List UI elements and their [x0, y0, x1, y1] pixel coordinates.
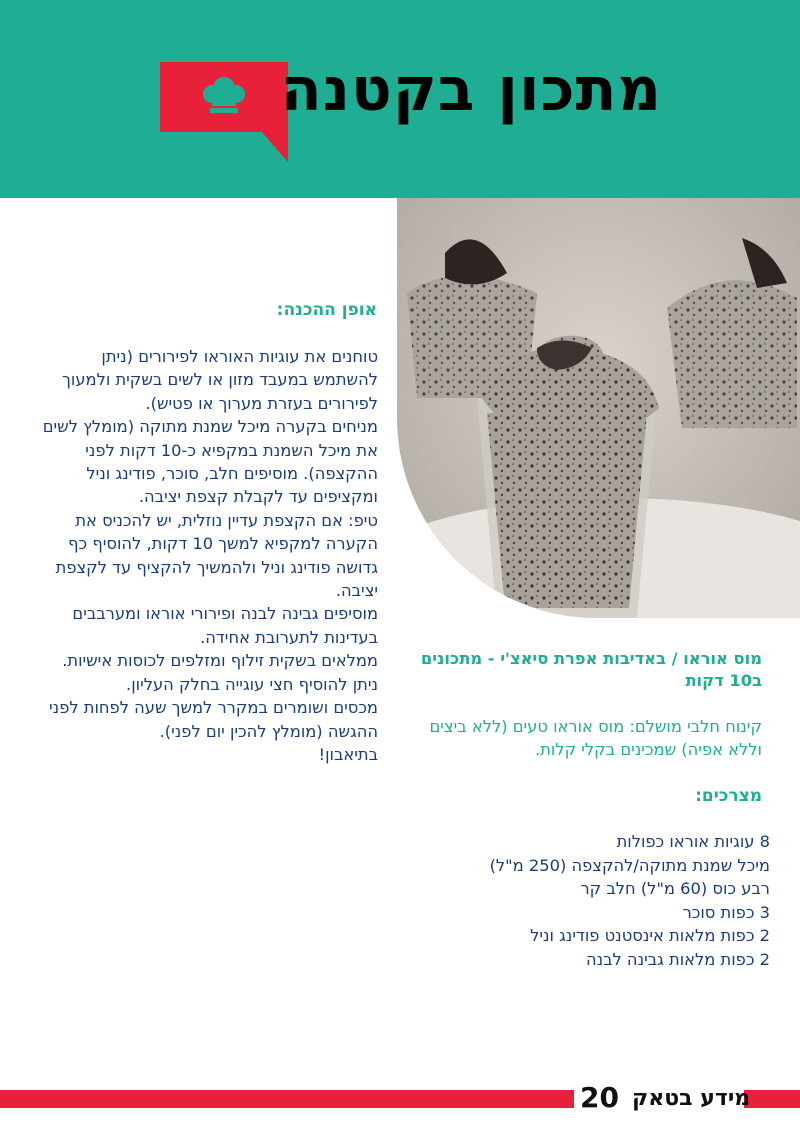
ingredient-item: 2 כפות מלאות אינסטנט פודינג וניל [530, 926, 770, 945]
preparation-closing: בתיאבון! [318, 744, 378, 764]
ingredients-list [390, 830, 770, 971]
ingredient-item: רבע כוס (60 מ"ל) חלב קר [580, 879, 770, 898]
ingredient-item: מיכל שמנת מתוקה/להקצפה (250 מ"ל) [489, 855, 770, 875]
page-number: 20 [574, 1082, 625, 1114]
recipe-description: קינוח חלבי מושלם: מוס אוראו טעים (ללא ביצים וללא אפיה) שמכינים בקלי קלות. [429, 717, 762, 759]
page-title: מתכון בקטנה [280, 55, 662, 125]
preparation-step: טוחנים את עוגיות האוראו לפירורים (ניתן להשתמש במעבד מזון או לשים בשקית ולמעוך לפירורים בעזרת מערוך או פטיש). [62, 347, 378, 413]
preparation-step: מניחים בקערה מיכל שמנת מתוקה (מומלץ לשים את מיכל השמנת במקפיא כ-10 דקות לפני ההקצפה). מוסיפים חלב, סוכר, פודינג וניל ומקציפים עד לקבלת קצפת יציבה. [42, 417, 378, 507]
ingredient-item: 2 כפות מלאות גבינה לבנה [585, 949, 770, 969]
preparation-text [40, 345, 378, 766]
dessert-photo [397, 198, 800, 618]
preparation-step: מכסים ושומרים במקרר למשך שעה לפחות לפני ההגשה (מומלץ להכין יום לפני). [49, 698, 378, 741]
ingredient-item: 3 כפות סוכר [682, 902, 770, 922]
ingredients-heading: מצרכים: [695, 786, 762, 806]
preparation-step: ממלאים בשקית זילוף ומזלפים לכוסות אישיות. ניתן להוסיף חצי עוגייה בחלק העליון. [62, 651, 378, 694]
header-band [0, 0, 800, 198]
footer-logo: מידע בטאק [632, 1086, 751, 1111]
preparation-tip: טיפ: אם הקצפת עדיין נוזלית, יש להכניס את הקערה למקפיא למשך 10 דקות, להוסיף כף גדושה פודינג וניל ולהמשיך להקציף עד לקצפת יציבה. [55, 510, 378, 601]
chef-hat-icon [160, 60, 290, 168]
ingredient-item: 8 עוגיות אוראו כפולות [616, 832, 770, 851]
recipe-title: מוס אוראו / באדיבות אפרת סיאצ'י - מתכונים ב10 דקות [420, 649, 762, 690]
preparation-step: מוסיפים גבינה לבנה ופירורי אוראו ומערבבים בעדינות לתערובת אחידה. [72, 604, 378, 647]
preparation-heading: אופן ההכנה: [276, 300, 377, 320]
